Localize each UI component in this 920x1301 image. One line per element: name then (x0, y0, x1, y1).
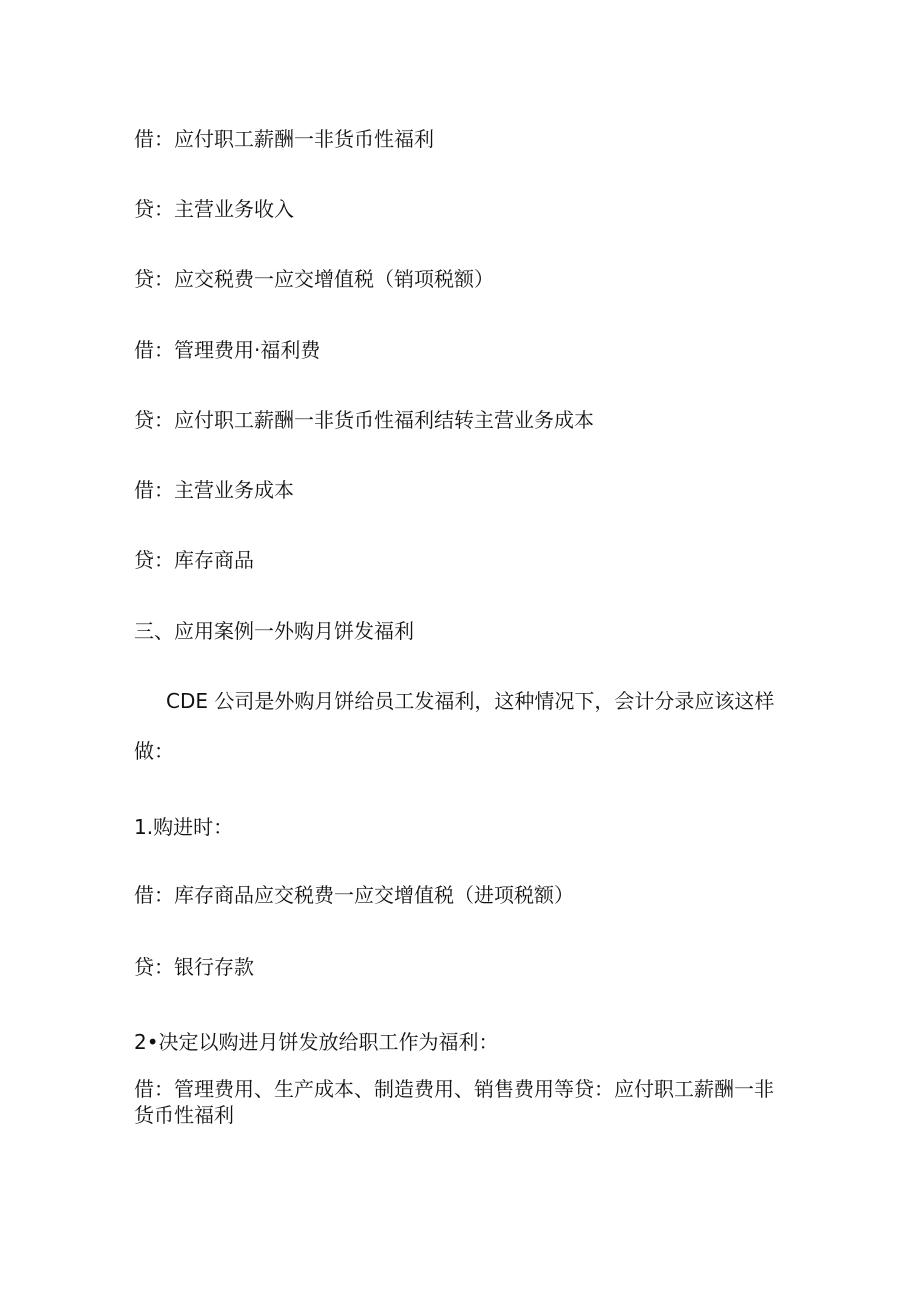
entry-debit-payroll: 借：应付职工薪酬一非货币性福利 (134, 127, 434, 151)
entry-credit-vat-output: 贷：应交税费一应交增值税（销项税额） (134, 267, 494, 291)
entry-credit-inventory: 贷：库存商品 (134, 548, 254, 572)
section-heading: 三、应用案例一外购月饼发福利 (134, 619, 414, 643)
step-one-heading: 1.购进时： (134, 815, 234, 839)
entry-debit-expenses-cont: 货币性福利 (134, 1103, 234, 1127)
paragraph-intro-cont: 做： (134, 739, 174, 763)
step-two-heading: 2•决定以购进月饼发放给职工作为福利： (134, 1030, 499, 1054)
paragraph-intro: CDE 公司是外购月饼给员工发福利，这种情况下，会计分录应该这样 (166, 689, 775, 713)
entry-credit-payroll-transfer: 贷：应付职工薪酬一非货币性福利结转主营业务成本 (134, 408, 594, 432)
entry-credit-revenue: 贷：主营业务收入 (134, 197, 294, 221)
entry-credit-bank: 贷：银行存款 (134, 955, 254, 979)
entry-debit-inventory-vat: 借：库存商品应交税费一应交增值税（进项税额） (134, 883, 574, 907)
entry-debit-admin-welfare: 借：管理费用·福利费 (134, 338, 321, 362)
entry-debit-cost: 借：主营业务成本 (134, 478, 294, 502)
entry-debit-expenses: 借：管理费用、生产成本、制造费用、销售费用等贷：应付职工薪酬一非 (134, 1077, 774, 1101)
